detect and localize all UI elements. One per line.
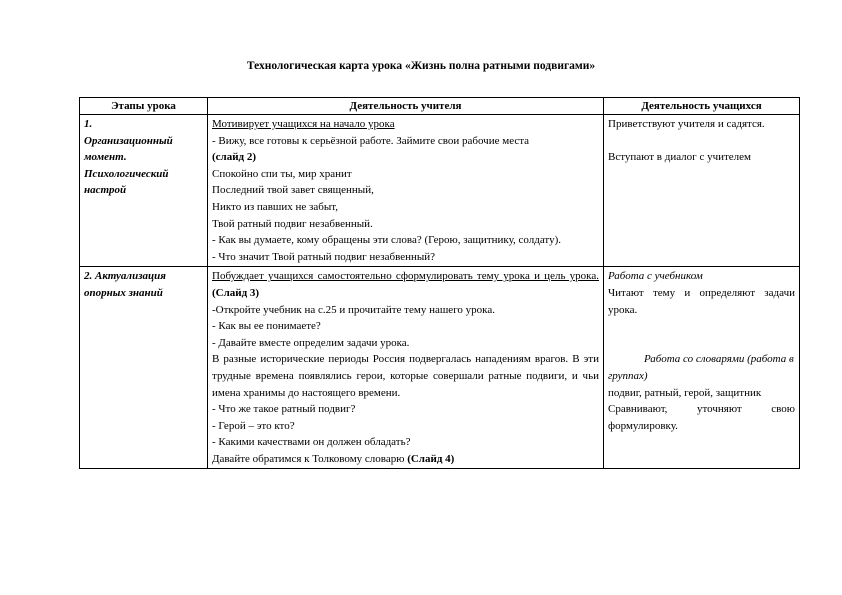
teacher-heading: Мотивирует учащихся на начало урока: [212, 118, 395, 130]
student-line: Приветствуют учителя и садятся.: [608, 118, 765, 130]
lesson-plan-table: [79, 97, 800, 469]
stage-number: 1.: [84, 118, 93, 130]
student-activity-cell: [604, 267, 800, 469]
teacher-question: - Что же такое ратный подвиг?: [212, 403, 356, 416]
header-student-activity: Деятельность учащихся: [604, 98, 800, 115]
student-work-type: Работа со словарями (работа в группах): [608, 353, 794, 382]
student-vocab: подвиг, ратный, герой, защитник: [608, 386, 762, 399]
teacher-line-text: Давайте обратимся к Толковому словарю: [212, 452, 405, 465]
spacer: [608, 335, 795, 352]
stage-name: Организационный момент.: [84, 134, 173, 164]
teacher-question: - Герой – это кто?: [212, 419, 295, 432]
document-title: Технологическая карта урока «Жизнь полна ратными подвигами»: [246, 60, 596, 72]
teacher-paragraph: В разные исторические периоды Россия подвергалась нападениям врагов. В эти трудные времена появлялись герои, которые совершали ратные подвиги, и чьи имена хранимы до настоящего времени.: [212, 353, 599, 399]
table-row: [80, 115, 800, 267]
poem-line: Твой ратный подвиг незабвенный.: [212, 217, 373, 230]
student-line: Сравнивают, уточняют свою формулировку.: [608, 403, 795, 432]
poem-line: Последний твой завет священный,: [212, 184, 374, 197]
teacher-line: - Давайте вместе определим задачи урока.: [212, 336, 410, 349]
teacher-activity-cell: [208, 115, 604, 267]
slide-reference: (слайд 2): [212, 151, 257, 164]
teacher-line: [212, 451, 599, 468]
stage-cell: [80, 267, 208, 469]
teacher-question: - Что значит Твой ратный подвиг незабвенный?: [212, 250, 436, 263]
student-line: Читают тему и определяют задачи урока.: [608, 286, 795, 316]
stage-cell: [80, 115, 208, 267]
teacher-heading-text: Побуждает учащихся самостоятельно сформулировать тему урока и цель урока.: [212, 270, 599, 283]
header-stages: Этапы урока: [80, 98, 208, 115]
student-work-type: Работа с учебником: [608, 270, 703, 283]
spacer: [608, 318, 795, 335]
slide-reference: (Слайд 4): [404, 452, 455, 465]
slide-reference: (Слайд 3): [212, 286, 260, 299]
teacher-question: - Как вы думаете, кому обращены эти слова? (Герою, защитнику, солдату).: [212, 234, 561, 247]
poem-line: Спокойно спи ты, мир хранит: [212, 167, 352, 180]
teacher-activity-cell: [208, 267, 604, 469]
teacher-line: - Как вы ее понимаете?: [212, 320, 321, 333]
stage-name: 2. Актуализация опорных знаний: [84, 270, 166, 299]
student-line: Вступают в диалог с учителем: [608, 151, 752, 164]
teacher-line: - Вижу, все готовы к серьёзной работе. Займите свои рабочие места: [212, 134, 530, 147]
teacher-line: -Откройте учебник на с.25 и прочитайте тему нашего урока.: [212, 303, 495, 316]
poem-line: Никто из павших не забыт,: [212, 200, 338, 213]
teacher-heading: [212, 268, 599, 301]
header-teacher-activity: Деятельность учителя: [208, 98, 604, 115]
table-row: [80, 267, 800, 469]
stage-name: Психологический настрой: [84, 167, 169, 197]
student-activity-cell: [604, 115, 800, 267]
teacher-question: - Какими качествами он должен обладать?: [212, 436, 411, 449]
table-header-row: [80, 98, 800, 115]
spacer: [608, 133, 795, 150]
